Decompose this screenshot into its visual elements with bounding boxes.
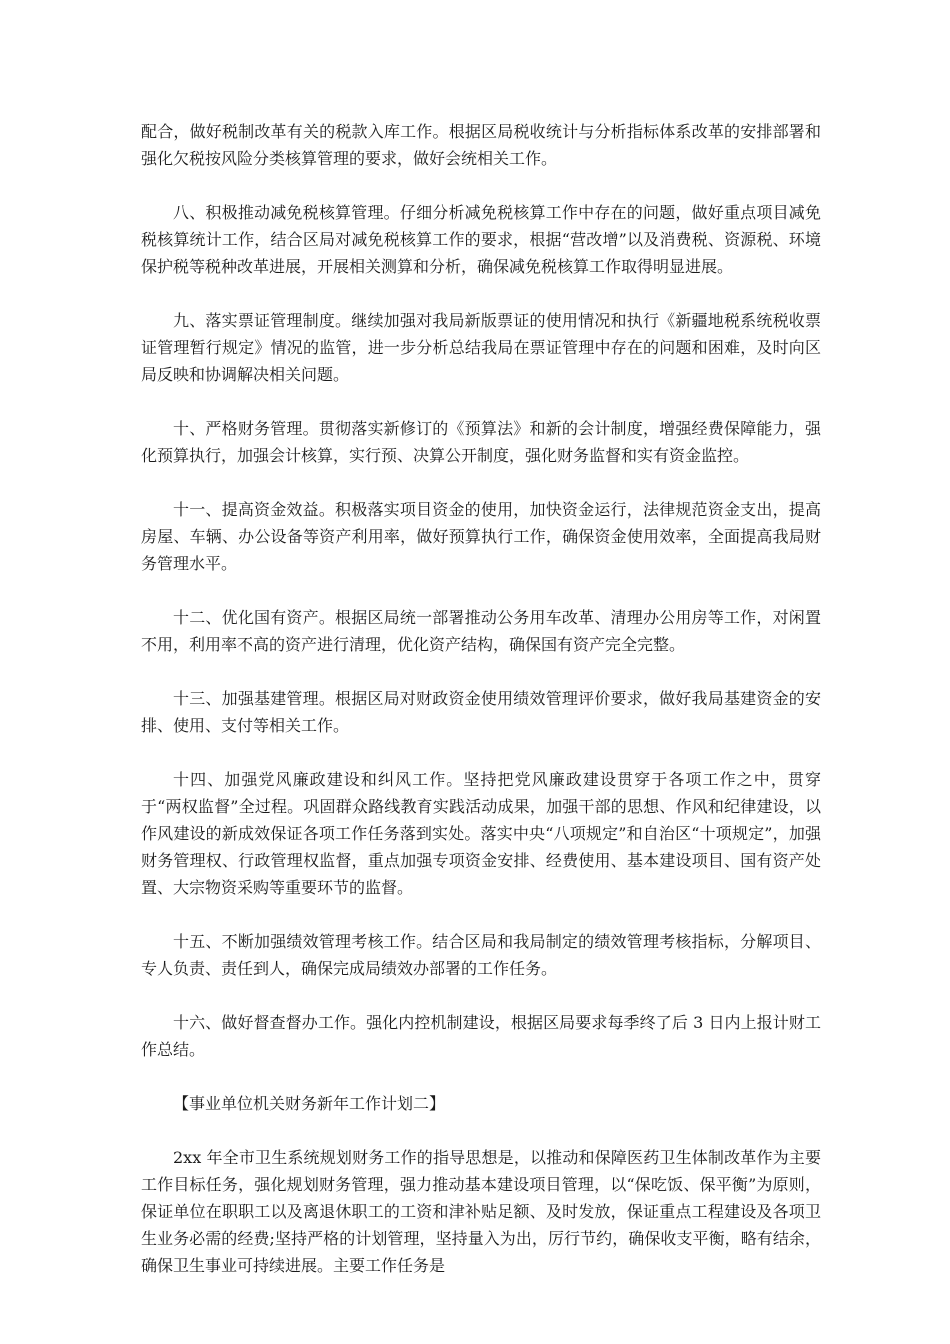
paragraph-item-14: 十四、加强党风廉政建设和纠风工作。坚持把党风廉政建设贯穿于各项工作之中，贯穿于“两权监督”全过程。巩固群众路线教育实践活动成果，加强干部的思想、作风和纪律建设，以作风建设的新成效保证各项工作任务落到实处。落实中央“八项规定”和自治区“十项规定”，加强财务管理权、行政管理权监督，重点加强专项资金安排、经费使用、基本建设项目、国有资产处置、大宗物资采购等重要环节的监督。 [141, 770, 821, 897]
paragraph-item-8: 八、积极推动减免税核算管理。仔细分析减免税核算工作中存在的问题，做好重点项目减免税核算统计工作，结合区局对减免税核算工作的要求，根据“营改增”以及消费税、资源税、环境保护税等税种改革进展，开展相关测算和分析，确保减免税核算工作取得明显进展。 [141, 203, 821, 276]
document-body [141, 118, 821, 1306]
paragraph-item-9: 九、落实票证管理制度。继续加强对我局新版票证的使用情况和执行《新疆地税系统税收票证管理暂行规定》情况的监管，进一步分析总结我局在票证管理中存在的问题和困难，及时向区局反映和协调解决相关问题。 [141, 311, 821, 384]
section-heading: 【事业单位机关财务新年工作计划二】 [173, 1094, 446, 1113]
paragraph-item-16: 十六、做好督查督办工作。强化内控机制建设，根据区局要求每季终了后 3 日内上报计财工作总结。 [141, 1013, 821, 1059]
paragraph-item-15: 十五、不断加强绩效管理考核工作。结合区局和我局制定的绩效管理考核指标，分解项目、专人负责、责任到人，确保完成局绩效办部署的工作任务。 [141, 932, 821, 978]
paragraph-continuation: 配合，做好税制改革有关的税款入库工作。根据区局税收统计与分析指标体系改革的安排部署和强化欠税按风险分类核算管理的要求，做好会统相关工作。 [141, 122, 821, 168]
paragraph-item-12: 十二、优化国有资产。根据区局统一部署推动公务用车改革、清理办公用房等工作，对闲置不用，利用率不高的资产进行清理，优化资产结构，确保国有资产完全完整。 [141, 608, 821, 654]
paragraph-item-10: 十、严格财务管理。贯彻落实新修订的《预算法》和新的会计制度，增强经费保障能力，强化预算执行，加强会计核算，实行预、决算公开制度，强化财务监督和实有资金监控。 [141, 419, 821, 465]
paragraph-item-13: 十三、加强基建管理。根据区局对财政资金使用绩效管理评价要求，做好我局基建资金的安排、使用、支付等相关工作。 [141, 689, 821, 735]
paragraph-plan-two-intro: 2xx 年全市卫生系统规划财务工作的指导思想是，以推动和保障医药卫生体制改革作为主要工作目标任务，强化规划财务管理，强力推动基本建设项目管理，以“保吃饭、保平衡”为原则，保证单位在职职工以及离退休职工的工资和津补贴足额、及时发放，保证重点工程建设及各项卫生业务必需的经费;坚持严格的计划管理，坚持量入为出，厉行节约，确保收支平衡，略有结余，确保卫生事业可持续进展。主要工作任务是 [141, 1148, 821, 1275]
paragraph-item-11: 十一、提高资金效益。积极落实项目资金的使用，加快资金运行，法律规范资金支出，提高房屋、车辆、办公设备等资产利用率，做好预算执行工作，确保资金使用效率，全面提高我局财务管理水平。 [141, 500, 821, 573]
